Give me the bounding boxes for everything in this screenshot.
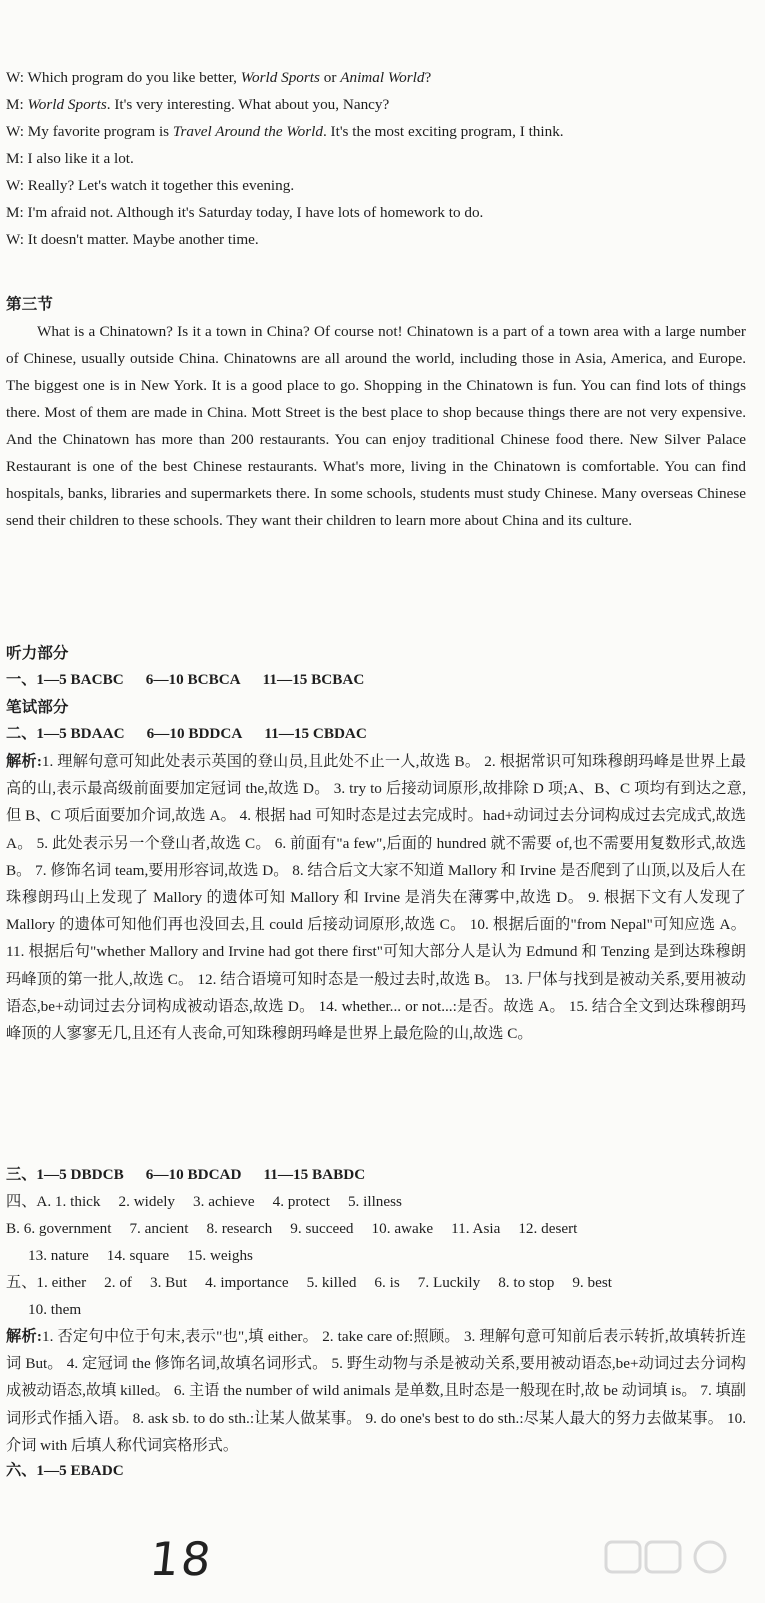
speaker-label: M: <box>6 96 24 113</box>
dialogue-line <box>6 91 751 118</box>
vocab-answer: 四、A. 1. thick <box>6 1193 101 1210</box>
vocab-answer: 10. awake <box>371 1220 434 1237</box>
answer-group: 11—15 CBDAC <box>264 725 367 742</box>
dialogue-text: Which program do you like better, <box>24 69 241 86</box>
part2-explanation <box>6 748 746 1047</box>
vocab-answer: 3. achieve <box>193 1193 255 1210</box>
listening-dialogue <box>6 64 751 253</box>
speaker-label: W: <box>6 231 24 248</box>
program-title: World Sports <box>27 96 107 113</box>
site-watermark <box>600 1538 760 1598</box>
vocab-answer: 13. nature <box>28 1247 89 1264</box>
speaker-label: M: <box>6 150 24 167</box>
part3-answers <box>6 1162 387 1188</box>
speaker-label: W: <box>6 177 24 194</box>
speaker-label: W: <box>6 69 24 86</box>
answer-group: 三、1—5 DBDCB <box>6 1166 124 1183</box>
vocab-answer: 4. protect <box>272 1193 330 1210</box>
answer-group: 6—10 BDCAD <box>145 1166 242 1183</box>
dialogue-text: I also like it a lot. <box>23 150 134 167</box>
cloze-answer: 7. Luckily <box>417 1274 481 1291</box>
listening-answers <box>6 667 386 693</box>
vocab-answer: 5. illness <box>347 1193 402 1210</box>
dialogue-line <box>6 172 751 199</box>
answer-group: 6—10 BCBCA <box>145 671 241 688</box>
cloze-answer: 10. them <box>28 1301 82 1318</box>
explanation-text: 1. 理解句意可知此处表示英国的登山员,且此处不止一人,故选 B。 2. 根据常识可知珠穆朗玛峰是世界上最高的山,表示最高级前面要加定冠词 the,故选 D。 3. try to 后接动词原形,故排除 D 项;A、B、C 项均有到达之意,但 B、C 项后面要加介词,故选 A。 4. 根据 had 可知时态是过去完成时。had+动词过去分词构成过去完成式,故选 A。 5. 此处表示另一个登山者,故选 C。 6. 前面有"a few",后面的 hundred 就不需要 of,也不需要用复数形式,故选 B。 7. 修饰名词 team,要用形容词,故选 D。 8. 结合后文大家不知道 Mallory 和 Irvine 是否爬到了山顶,以及后人在珠穆朗玛山上发现了 Mallory 的遗体可知 Mallory 和 Irvine 是消失在薄雾中,故选 D。 9. 根据下文有人发现了 Mallory 的遗体可知他们再也没回去,且 could 后接动词原形,故选 C。 10. 根据后面的"from Nepal"可知应选 A。 11. 根据后句"whether Mallory and Irvine had got there first"可知大部分人是认为 Edmund 和 Tenzing 是到达珠穆朗玛峰顶的第一批人,故选 C。 12. 结合语境可知时态是一般过去时,故选 B。 13. 尸体与找到是被动关系,要用被动语态,be+动词过去分词构成被动语态,故选 D。 14. whether... or not...:是否。故选 A。 15. 结合全文到达珠穆朗玛峰顶的人寥寥无几,且还有人丧命,可知珠穆朗玛峰是世界上最危险的山,故选 C。 <box>6 753 746 1043</box>
part4-answers <box>6 1188 751 1269</box>
dialogue-text: ? <box>424 69 432 86</box>
part5-explanation <box>6 1323 746 1459</box>
cloze-answer: 3. But <box>149 1274 188 1291</box>
cloze-answer: 4. importance <box>205 1274 289 1291</box>
vocab-answer: 12. desert <box>518 1220 578 1237</box>
vocab-answer: 14. square <box>106 1247 170 1264</box>
listening-heading: 听力部分 <box>6 645 69 662</box>
vocab-answer: 8. research <box>206 1220 273 1237</box>
part5-answers <box>6 1269 751 1323</box>
dialogue-line <box>6 64 751 91</box>
vocab-answer: 7. ancient <box>129 1220 189 1237</box>
handwritten-page-number: 18 <box>147 1532 216 1586</box>
speaker-label: M: <box>6 204 24 221</box>
dialogue-line <box>6 118 751 145</box>
answer-group: 二、1—5 BDAAC <box>6 725 125 742</box>
chinatown-passage: What is a Chinatown? Is it a town in China? Of course not! Chinatown is a part of a town area with a large number of Chinese, usually outside China. Chinatowns are all around the world, including those in Asia, America, and Europe. The biggest one is in New York. It is a good place to go. Shopping in the Chinatown is fun. You can find lots of things there. Most of them are made in China. Mott Street is the best place to shop because things there are not very expensive. And the Chinatown has more than 200 restaurants. You can enjoy traditional Chinese food there. New Silver Palace Restaurant is one of the best Chinese restaurants. What's more, living in the Chinatown is comfortable. You can find hospitals, banks, libraries and supermarkets there. In some schools, students must study Chinese. Many overseas Chinese send their children to these schools. They want their children to learn more about China and its culture. <box>6 323 746 529</box>
vocab-answer: 15. weighs <box>187 1247 253 1264</box>
vocab-answer: 9. succeed <box>290 1220 354 1237</box>
cloze-answer: 9. best <box>572 1274 612 1291</box>
part6-answers <box>6 1458 146 1484</box>
vocab-answer: 2. widely <box>118 1193 176 1210</box>
part2-answers <box>6 721 389 747</box>
dialogue-text: It doesn't matter. Maybe another time. <box>24 231 259 248</box>
vocab-answer: B. 6. government <box>6 1220 112 1237</box>
answer-group: 11—15 BCBAC <box>262 671 365 688</box>
dialogue-line <box>6 199 751 226</box>
dialogue-text: My favorite program is <box>24 123 173 140</box>
dialogue-text: or <box>319 69 341 86</box>
cloze-answer: 5. killed <box>306 1274 357 1291</box>
dialogue-line <box>6 145 751 172</box>
cloze-answer: 6. is <box>374 1274 400 1291</box>
explanation-text: 1. 否定句中位于句末,表示"也",填 either。 2. take care of:照顾。 3. 理解句意可知前后表示转折,故填转折连词 But。 4. 定冠词 the 修饰名词,故填名词形式。 5. 野生动物与杀是被动关系,要用被动语态,be+动词过去分词构成被动语态,故填 killed。 6. 主语 the number of wild animals 是单数,且时态是一般现在时,故 be 动词填 is。 7. 填副词形式作插入语。 8. ask sb. to do sth.:让某人做某事。 9. do one's best to do sth.:尽某人最大的努力去做某事。 10. 介词 with 后填人称代词宾格形式。 <box>6 1328 747 1454</box>
section3-heading: 第三节 <box>6 296 53 313</box>
program-title: Animal World <box>340 69 425 86</box>
answer-group: 六、1—5 EBADC <box>6 1462 124 1479</box>
speaker-label: W: <box>6 123 24 140</box>
dialogue-text: . It's the most exciting program, I think. <box>322 123 564 140</box>
vocab-answer: 11. Asia <box>451 1220 501 1237</box>
answer-group: 一、1—5 BACBC <box>6 671 124 688</box>
explanation-label: 解析: <box>6 753 42 770</box>
dialogue-text: . It's very interesting. What about you, Nancy? <box>106 96 390 113</box>
program-title: World Sports <box>240 69 320 86</box>
program-title: Travel Around the World <box>172 123 323 140</box>
answer-group: 6—10 BDDCA <box>146 725 243 742</box>
written-heading: 笔试部分 <box>6 699 69 716</box>
watermark-logo-icon <box>600 1538 760 1598</box>
answer-group: 11—15 BABDC <box>263 1166 366 1183</box>
cloze-answer: 8. to stop <box>498 1274 555 1291</box>
cloze-answer: 2. of <box>104 1274 132 1291</box>
dialogue-line <box>6 226 751 253</box>
explanation-label: 解析: <box>6 1328 42 1345</box>
cloze-answer: 五、1. either <box>6 1274 87 1291</box>
dialogue-text: I'm afraid not. Although it's Saturday today, I have lots of homework to do. <box>23 204 484 221</box>
dialogue-text: Really? Let's watch it together this evening. <box>24 177 295 194</box>
